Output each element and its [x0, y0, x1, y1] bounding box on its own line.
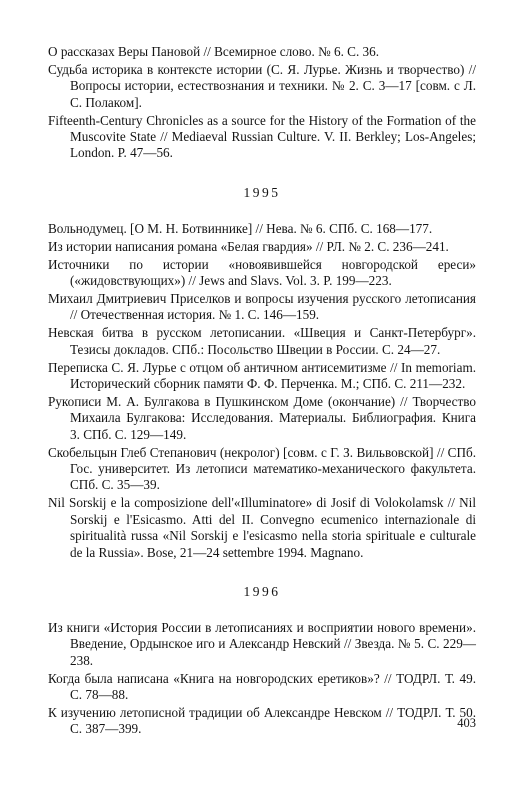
- bibliography-page: [48, 44, 476, 739]
- bibliography-entry: Когда была написана «Книга на новгородских еретиков»? // ТОДРЛ. Т. 49. С. 78—88.: [48, 670, 476, 703]
- bibliography-entry: Из книги «История России в летописаниях и восприятии нового времени». Введение, Ордынское иго и Александр Невский // Звезда. № 5. С. 229—238.: [48, 619, 476, 668]
- bibliography-entry: Судьба историка в контексте истории (С. Я. Лурье. Жизнь и творчество) // Вопросы истории, естествознания и техники. № 2. С. 3—17 [совм. с Л. С. Полаком].: [48, 61, 476, 110]
- bibliography-entry: Вольнодумец. [О М. Н. Ботвиннике] // Нева. № 6. СПб. С. 168—177.: [48, 220, 433, 236]
- section-1995: [48, 185, 476, 561]
- section-continued: [48, 44, 476, 162]
- section-1996: [48, 584, 476, 738]
- bibliography-entry: Михаил Дмитриевич Приселков и вопросы изучения русского летописания // Отечественная история. № 1. С. 146—159.: [48, 290, 476, 323]
- bibliography-entry: О рассказах Веры Пановой // Всемирное слово. № 6. С. 36.: [48, 44, 380, 59]
- bibliography-entry: Скобельцын Глеб Степанович (некролог) [совм. с Г. З. Вильвовской] // СПб. Гос. университет. Из летописи математико-механического факультета. СПб. С. 35—39.: [48, 444, 476, 493]
- bibliography-entry: Переписка С. Я. Лурье с отцом об античном антисемитизме // In memoriam. Исторический сборник памяти Ф. Ф. Перченка. М.; СПб. С. 211—232.: [48, 359, 476, 391]
- bibliography-entry: Невская битва в русском летописании. «Швеция и Санкт-Петербург». Тезисы докладов. СПб.: Посольство Швеции в России. С. 24—27.: [48, 325, 476, 357]
- bibliography-entry: Рукописи М. А. Булгакова в Пушкинском Доме (окончание) // Творчество Михаила Булгакова: Исследования. Материалы. Библиография. Книга 3. СПб. С. 129—149.: [48, 393, 476, 442]
- year-heading: 1996: [243, 583, 281, 599]
- bibliography-entry: Из истории написания романа «Белая гвардия» // РЛ. № 2. С. 236—241.: [48, 238, 449, 254]
- bibliography-entry: К изучению летописной традиции об Александре Невском // ТОДРЛ. Т. 50. С. 387—399.: [48, 705, 476, 737]
- bibliography-entry: Fifteenth-Century Chronicles as a source for the History of the Formation of the Muscovite State // Mediaeval Russian Culture. V. II. Berkley; Los-Angeles; London. P. 47—56.: [48, 112, 476, 161]
- year-heading: 1995: [243, 184, 281, 200]
- page-number: 403: [457, 716, 476, 730]
- bibliography-entry: Nil Sorskij e la composizione dell'«Illuminatore» di Josif di Volokolamsk // Nil Sorskij e l'Esicasmo. Atti del II. Convegno ecumenico internazionale di spiritualità russa «Nil Sorskij e l'esicasmo nella storia spirituale e culturale de la Russia». Bose, 21—24 settembre 1994. Magnano.: [48, 495, 476, 560]
- bibliography-entry: Источники по истории «новоявившейся новгородской ереси» («жидовствующих») // Jews and Slavs. Vol. 3. P. 199—223.: [48, 256, 476, 289]
